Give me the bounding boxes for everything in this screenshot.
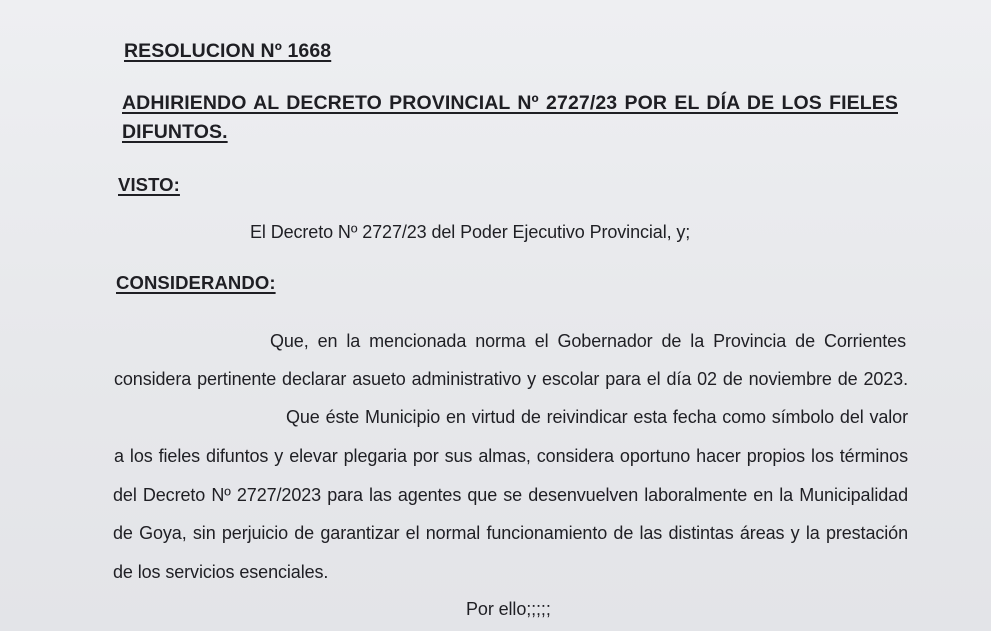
paragraph-line: Que, en la mencionada norma el Gobernador de la Provincia de Corrientes [270,331,906,351]
paragraph-line: de los servicios esenciales. [113,562,329,582]
paragraph-line: Que éste Municipio en virtud de reivindicar esta fecha como símbolo del valor [286,407,908,427]
paragraph-line: considera pertinente declarar asueto administrativo y escolar para el día 02 de noviembre de 2023. [114,369,908,389]
paragraph-line: de Goya, sin perjuicio de garantizar el normal funcionamiento de las distintas áreas y la prestación [113,523,908,543]
resolution-subject: ADHIRIENDO AL DECRETO PROVINCIAL Nº 2727/23 POR EL DÍA DE LOS FIELES DIFUNTOS. [122,92,898,143]
paragraph-line: a los fieles difuntos y elevar plegaria por sus almas, considera oportuno hacer propios los términos [114,446,908,466]
paragraph-line: del Decreto Nº 2727/2023 para las agentes que se desenvuelven laboralmente en la Municipalidad [113,485,908,505]
considerando-heading: CONSIDERANDO: [116,272,276,293]
closing-text: Por ello;;;;; [466,599,551,619]
resolution-title: RESOLUCION Nº 1668 [124,40,332,62]
visto-text: El Decreto Nº 2727/23 del Poder Ejecutivo Provincial, y; [250,222,691,242]
visto-heading: VISTO: [118,174,180,195]
